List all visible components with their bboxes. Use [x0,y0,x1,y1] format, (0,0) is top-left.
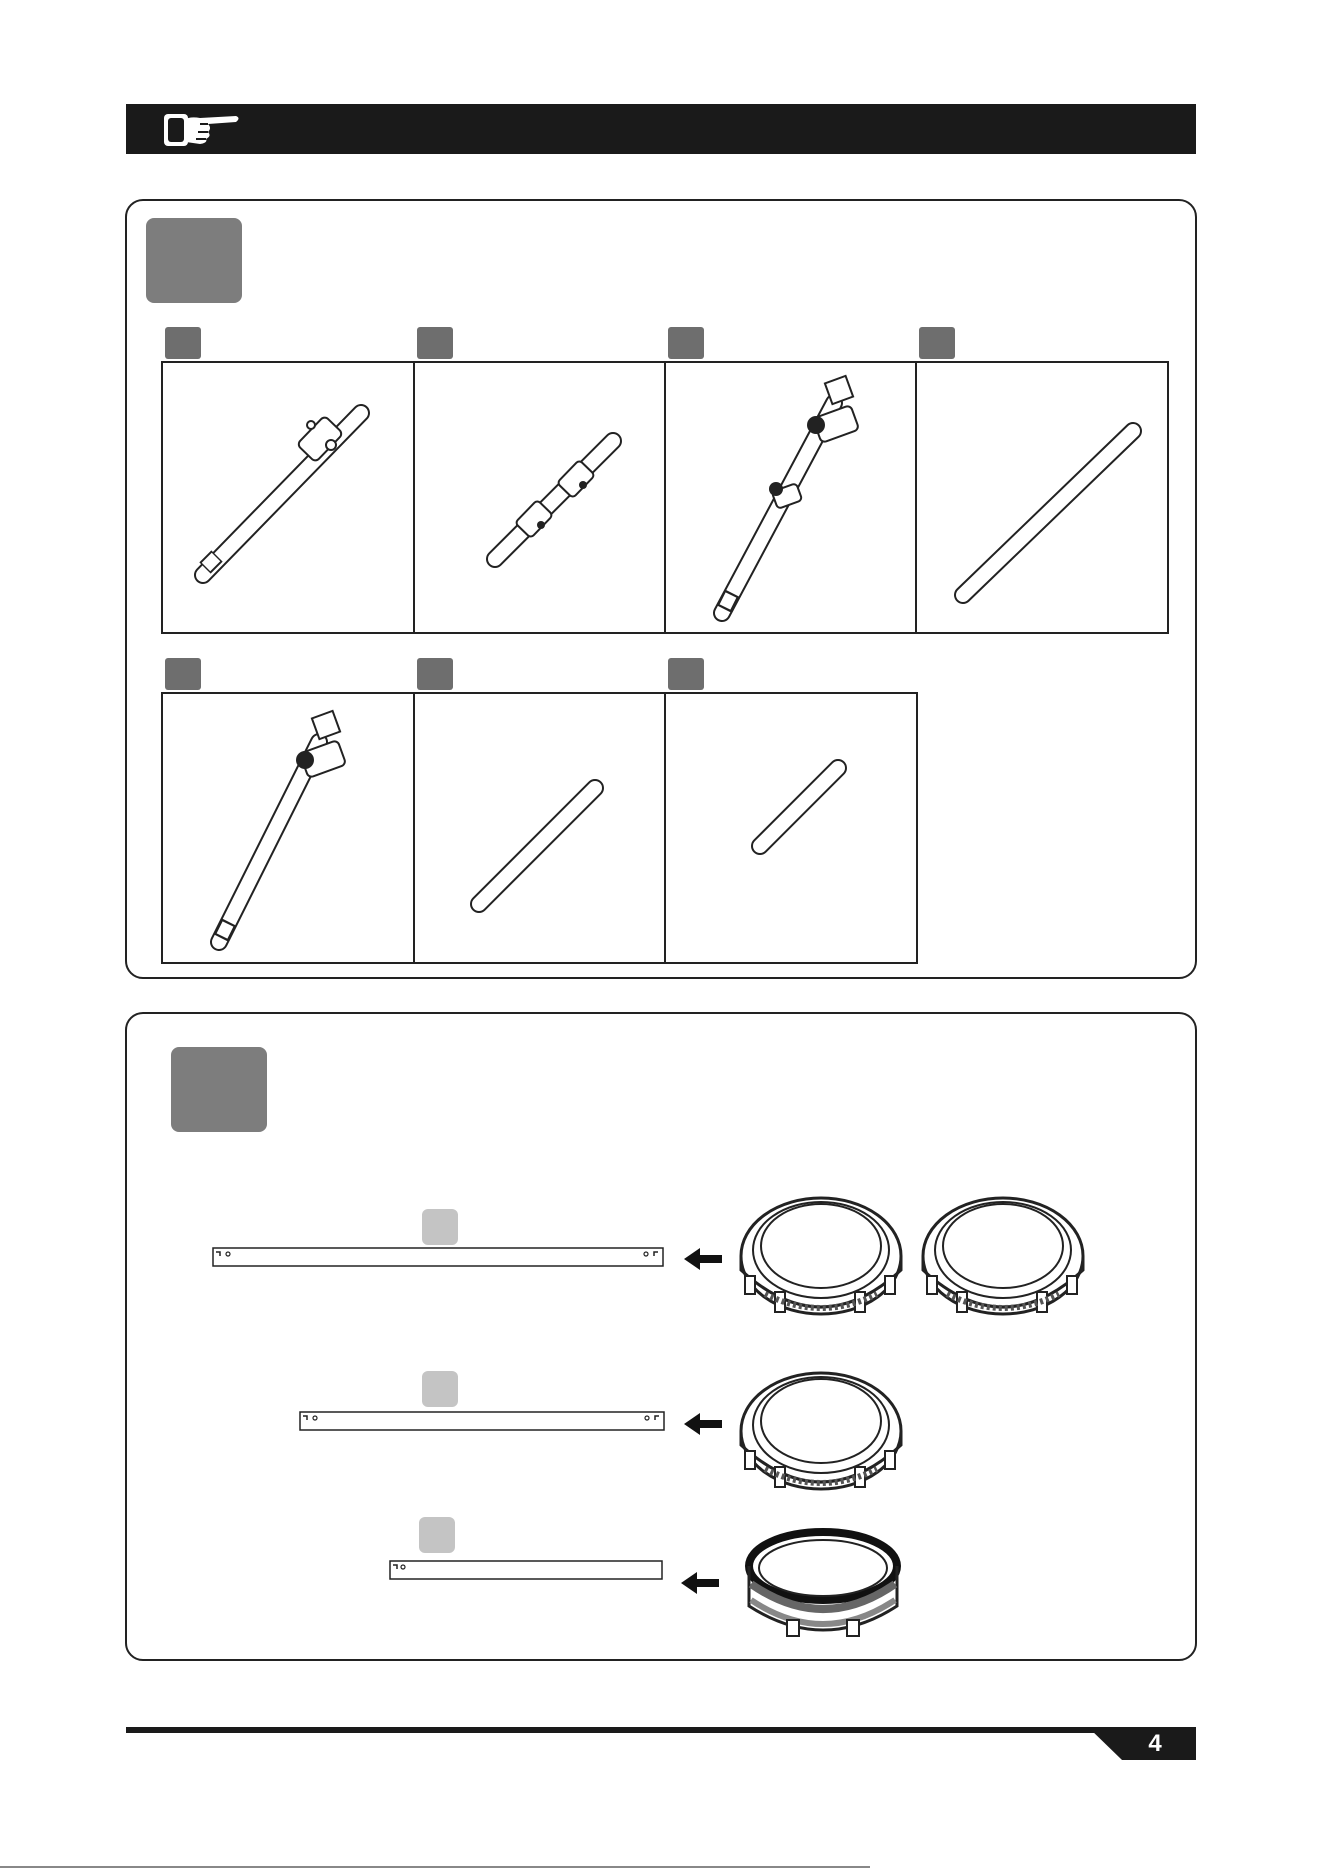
section-badge [171,1047,267,1132]
medium-rail-icon [299,1410,671,1436]
tube-with-two-clamps-icon [415,363,665,632]
part-tag [417,327,453,359]
part-tag [668,658,704,690]
plain-short-tube-icon [666,694,916,962]
part-image-box [664,692,918,964]
part-tag [165,327,201,359]
part-tag [668,327,704,359]
page-number: 4 [1148,1730,1162,1757]
part-tag [417,658,453,690]
part-image-box [915,361,1169,634]
part-image-box [413,692,667,964]
header-bar [126,104,1196,154]
rail-tag [419,1517,455,1553]
drum-pad-icon [917,1184,1089,1324]
left-arrow-icon [682,1411,726,1437]
part-image-box [161,361,415,634]
rail-tag [422,1371,458,1407]
section-badge [146,218,242,303]
drum-pad-icon [735,1359,907,1499]
plain-medium-tube-icon [415,694,665,962]
footer-rule [126,1727,1126,1733]
short-rail-icon [389,1559,669,1585]
part-image-box [413,361,667,634]
rail-tag [422,1209,458,1245]
drum-ring-icon [739,1524,907,1644]
tube-with-upper-clamps-icon [666,363,916,632]
drum-pad-icon [735,1184,907,1324]
left-arrow-icon [682,1246,726,1272]
part-tag [919,327,955,359]
long-rail-icon [212,1246,672,1274]
part-image-box [161,692,415,964]
pointing-hand-icon [160,108,242,150]
bottom-edge-rule [0,1866,870,1868]
part-image-box [664,361,918,634]
left-arrow-icon [679,1570,723,1596]
parts-panel-tubes [125,199,1197,979]
plain-long-tube-icon [917,363,1167,632]
parts-panel-rails [125,1012,1197,1661]
part-tag [165,658,201,690]
tube-with-one-clamp-icon [163,363,413,632]
tube-with-top-clamp-icon [163,694,413,962]
